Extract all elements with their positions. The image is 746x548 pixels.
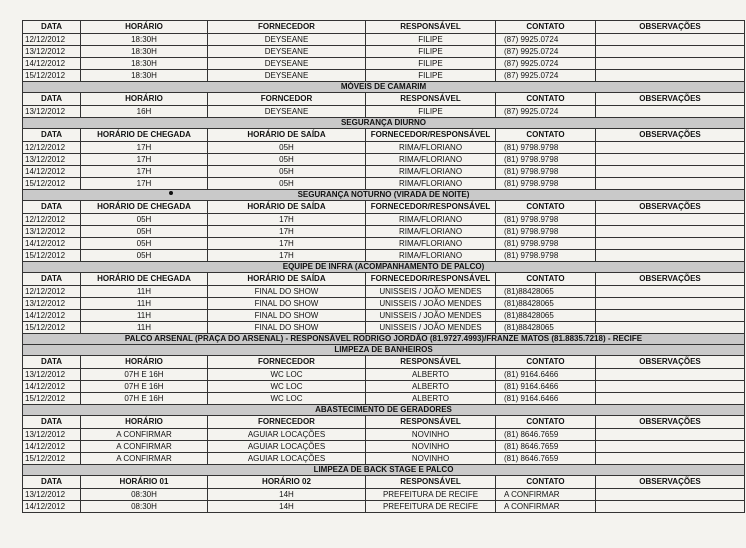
- table-cell: 07H E 16H: [81, 369, 208, 381]
- table-cell: 05H: [81, 214, 208, 226]
- table-cell: (81) 8646.7659: [496, 441, 596, 453]
- section-title-row: [23, 465, 745, 476]
- column-header: RESPONSÁVEL: [366, 356, 496, 369]
- table-row: [23, 34, 745, 46]
- table-cell: 05H: [208, 166, 366, 178]
- column-header: DATA: [23, 201, 81, 214]
- table-cell: 13/12/2012: [23, 106, 81, 118]
- table-cell: (87) 9925.0724: [496, 70, 596, 82]
- table-cell: (81) 9798.9798: [496, 142, 596, 154]
- column-header: FORNECEDOR/RESPONSÁVEL: [366, 129, 496, 142]
- column-header: DATA: [23, 356, 81, 369]
- table-cell: 05H: [208, 142, 366, 154]
- column-header: OBSERVAÇÕES: [596, 476, 745, 489]
- column-header: FORNECEDOR: [208, 356, 366, 369]
- section-title: LIMPEZA DE BANHEIROS: [23, 345, 745, 356]
- table-cell: [596, 501, 745, 513]
- table-cell: WC LOC: [208, 393, 366, 405]
- table-cell: RIMA/FLORIANO: [366, 178, 496, 190]
- table-cell: 17H: [81, 154, 208, 166]
- table-cell: [596, 142, 745, 154]
- table-cell: RIMA/FLORIANO: [366, 214, 496, 226]
- column-header: CONTATO: [496, 21, 596, 34]
- column-header: OBSERVAÇÕES: [596, 201, 745, 214]
- table-cell: 17H: [81, 178, 208, 190]
- column-header: HORÁRIO DE SAÍDA: [208, 273, 366, 286]
- table-cell: 15/12/2012: [23, 393, 81, 405]
- column-header: CONTATO: [496, 476, 596, 489]
- table-cell: 14/12/2012: [23, 310, 81, 322]
- table-cell: 11H: [81, 298, 208, 310]
- table-cell: AGUIAR LOCAÇÕES: [208, 453, 366, 465]
- table-cell: 13/12/2012: [23, 429, 81, 441]
- table-row: [23, 310, 745, 322]
- table-cell: [596, 70, 745, 82]
- table-cell: [596, 441, 745, 453]
- table-cell: 14/12/2012: [23, 441, 81, 453]
- table-cell: NOVINHO: [366, 453, 496, 465]
- table-cell: 17H: [208, 226, 366, 238]
- table-cell: FINAL DO SHOW: [208, 298, 366, 310]
- table-cell: A CONFIRMAR: [81, 453, 208, 465]
- column-header: HORÁRIO: [81, 416, 208, 429]
- table-cell: [596, 369, 745, 381]
- column-header: HORÁRIO DE SAÍDA: [208, 129, 366, 142]
- table-cell: [596, 322, 745, 334]
- column-header: FORNECEDOR: [208, 416, 366, 429]
- section-title-row: [23, 334, 745, 345]
- table-cell: 07H E 16H: [81, 393, 208, 405]
- section-title: PALCO ARSENAL (PRAÇA DO ARSENAL) - RESPONSÁVEL RODRIGO JORDÃO (81.9727.4993)/FRANZE MATOS (81.8835.7218) - RECIFE: [23, 334, 745, 345]
- column-header: DATA: [23, 21, 81, 34]
- table-row: [23, 154, 745, 166]
- table-cell: (81) 9798.9798: [496, 238, 596, 250]
- table-cell: 05H: [208, 178, 366, 190]
- table-cell: [596, 166, 745, 178]
- column-header: FORNECEDOR/RESPONSÁVEL: [366, 201, 496, 214]
- column-header: HORÁRIO: [81, 21, 208, 34]
- table-cell: 11H: [81, 286, 208, 298]
- table-cell: 07H E 16H: [81, 381, 208, 393]
- table-cell: [596, 58, 745, 70]
- table-cell: 17H: [208, 214, 366, 226]
- table-cell: UNISSEIS / JOÃO MENDES: [366, 286, 496, 298]
- section-title: ABASTECIMENTO DE GERADORES: [23, 405, 745, 416]
- column-header: DATA: [23, 476, 81, 489]
- table-cell: 14/12/2012: [23, 166, 81, 178]
- table-cell: (81) 9164.6466: [496, 393, 596, 405]
- table-cell: [596, 178, 745, 190]
- table-cell: 16H: [81, 106, 208, 118]
- table-cell: [596, 310, 745, 322]
- column-header: RESPONSÁVEL: [366, 416, 496, 429]
- column-header-row: [23, 21, 745, 34]
- column-header: FORNECEDOR/RESPONSÁVEL: [366, 273, 496, 286]
- column-header: HORÁRIO 01: [81, 476, 208, 489]
- table-row: [23, 369, 745, 381]
- table-row: [23, 58, 745, 70]
- column-header: HORÁRIO DE CHEGADA: [81, 273, 208, 286]
- table-cell: PREFEITURA DE RECIFE: [366, 501, 496, 513]
- table-cell: [596, 34, 745, 46]
- table-cell: 15/12/2012: [23, 453, 81, 465]
- column-header: DATA: [23, 93, 81, 106]
- table-cell: NOVINHO: [366, 429, 496, 441]
- table-cell: FILIPE: [366, 58, 496, 70]
- column-header: HORÁRIO DE SAÍDA: [208, 201, 366, 214]
- table-cell: (81) 8646.7659: [496, 429, 596, 441]
- table-cell: [596, 298, 745, 310]
- table-cell: [596, 250, 745, 262]
- table-cell: RIMA/FLORIANO: [366, 250, 496, 262]
- table-cell: [596, 154, 745, 166]
- table-cell: (81)88428065: [496, 310, 596, 322]
- table-cell: (81) 9798.9798: [496, 166, 596, 178]
- column-header: OBSERVAÇÕES: [596, 21, 745, 34]
- table-cell: 14/12/2012: [23, 58, 81, 70]
- table-cell: [596, 286, 745, 298]
- table-cell: (81) 9798.9798: [496, 226, 596, 238]
- column-header: OBSERVAÇÕES: [596, 416, 745, 429]
- table-cell: RIMA/FLORIANO: [366, 226, 496, 238]
- table-cell: [596, 106, 745, 118]
- table-cell: 12/12/2012: [23, 214, 81, 226]
- section-title-row: [23, 345, 745, 356]
- table-row: [23, 298, 745, 310]
- table-cell: 14H: [208, 501, 366, 513]
- column-header: HORÁRIO: [81, 93, 208, 106]
- table-cell: 13/12/2012: [23, 369, 81, 381]
- column-header: CONTATO: [496, 129, 596, 142]
- table-cell: 05H: [81, 226, 208, 238]
- column-header: OBSERVAÇÕES: [596, 93, 745, 106]
- ink-dot-mark: [169, 191, 173, 195]
- section-title-row: [23, 405, 745, 416]
- column-header: RESPONSÁVEL: [366, 21, 496, 34]
- table-row: [23, 46, 745, 58]
- table-cell: 13/12/2012: [23, 154, 81, 166]
- table-cell: 13/12/2012: [23, 489, 81, 501]
- section-title: LIMPEZA DE BACK STAGE E PALCO: [23, 465, 745, 476]
- column-header-row: [23, 129, 745, 142]
- table-cell: FINAL DO SHOW: [208, 322, 366, 334]
- column-header: DATA: [23, 416, 81, 429]
- table-cell: AGUIAR LOCAÇÕES: [208, 429, 366, 441]
- table-cell: [596, 393, 745, 405]
- table-cell: AGUIAR LOCAÇÕES: [208, 441, 366, 453]
- table-cell: 08:30H: [81, 501, 208, 513]
- table-row: [23, 501, 745, 513]
- table-cell: DEYSEANE: [208, 34, 366, 46]
- section-title: MÓVEIS DE CAMARIM: [23, 82, 745, 93]
- table-cell: RIMA/FLORIANO: [366, 142, 496, 154]
- table-cell: FILIPE: [366, 46, 496, 58]
- table-cell: 05H: [81, 238, 208, 250]
- table-cell: (81)88428065: [496, 286, 596, 298]
- column-header-row: [23, 356, 745, 369]
- table-cell: 18:30H: [81, 46, 208, 58]
- column-header: CONTATO: [496, 356, 596, 369]
- table-row: [23, 381, 745, 393]
- table-cell: DEYSEANE: [208, 46, 366, 58]
- section-title: SEGURANÇA NOTURNO (VIRADA DE NOITE): [23, 190, 745, 201]
- table-cell: [596, 489, 745, 501]
- table-cell: (87) 9925.0724: [496, 106, 596, 118]
- table-cell: ALBERTO: [366, 381, 496, 393]
- table-cell: 14/12/2012: [23, 381, 81, 393]
- table-cell: 17H: [81, 166, 208, 178]
- section-title-row: [23, 262, 745, 273]
- column-header-row: [23, 476, 745, 489]
- table-row: [23, 178, 745, 190]
- table-row: [23, 489, 745, 501]
- table-cell: (81) 9798.9798: [496, 178, 596, 190]
- schedule-table-body: [23, 21, 745, 513]
- table-row: [23, 250, 745, 262]
- table-cell: WC LOC: [208, 369, 366, 381]
- table-cell: 15/12/2012: [23, 178, 81, 190]
- table-cell: [596, 226, 745, 238]
- table-row: [23, 429, 745, 441]
- table-cell: (81)88428065: [496, 298, 596, 310]
- table-cell: 13/12/2012: [23, 46, 81, 58]
- table-row: [23, 322, 745, 334]
- table-cell: (81) 9798.9798: [496, 154, 596, 166]
- column-header: FORNECEDOR: [208, 21, 366, 34]
- table-cell: A CONFIRMAR: [81, 429, 208, 441]
- table-cell: A CONFIRMAR: [496, 501, 596, 513]
- column-header: FORNCEDOR: [208, 93, 366, 106]
- table-row: [23, 166, 745, 178]
- table-cell: 15/12/2012: [23, 322, 81, 334]
- table-cell: [596, 238, 745, 250]
- table-cell: 14H: [208, 489, 366, 501]
- table-cell: RIMA/FLORIANO: [366, 166, 496, 178]
- column-header: OBSERVAÇÕES: [596, 273, 745, 286]
- table-cell: 18:30H: [81, 70, 208, 82]
- table-cell: (81) 9798.9798: [496, 214, 596, 226]
- table-cell: 14/12/2012: [23, 238, 81, 250]
- table-cell: DEYSEANE: [208, 106, 366, 118]
- table-row: [23, 226, 745, 238]
- table-cell: 17H: [208, 250, 366, 262]
- table-cell: (81) 9798.9798: [496, 250, 596, 262]
- table-cell: (81) 9164.6466: [496, 369, 596, 381]
- table-cell: (87) 9925.0724: [496, 58, 596, 70]
- table-cell: FILIPE: [366, 34, 496, 46]
- table-cell: 12/12/2012: [23, 286, 81, 298]
- column-header: CONTATO: [496, 201, 596, 214]
- column-header: CONTATO: [496, 93, 596, 106]
- section-title-row: [23, 82, 745, 93]
- table-cell: (87) 9925.0724: [496, 34, 596, 46]
- table-cell: 18:30H: [81, 58, 208, 70]
- table-row: [23, 106, 745, 118]
- table-row: [23, 393, 745, 405]
- table-cell: DEYSEANE: [208, 70, 366, 82]
- column-header: HORÁRIO DE CHEGADA: [81, 129, 208, 142]
- table-cell: RIMA/FLORIANO: [366, 238, 496, 250]
- table-cell: [596, 46, 745, 58]
- table-cell: FILIPE: [366, 70, 496, 82]
- table-cell: 11H: [81, 310, 208, 322]
- table-cell: (81) 8646.7659: [496, 453, 596, 465]
- column-header-row: [23, 93, 745, 106]
- table-cell: ALBERTO: [366, 369, 496, 381]
- table-row: [23, 142, 745, 154]
- column-header: HORÁRIO DE CHEGADA: [81, 201, 208, 214]
- table-row: [23, 214, 745, 226]
- table-cell: 08:30H: [81, 489, 208, 501]
- table-cell: 17H: [208, 238, 366, 250]
- column-header: DATA: [23, 273, 81, 286]
- table-cell: [596, 453, 745, 465]
- table-cell: 15/12/2012: [23, 250, 81, 262]
- table-cell: 05H: [208, 154, 366, 166]
- table-cell: (81) 9164.6466: [496, 381, 596, 393]
- table-row: [23, 286, 745, 298]
- column-header: HORÁRIO: [81, 356, 208, 369]
- schedule-table: [22, 20, 745, 513]
- table-cell: (87) 9925.0724: [496, 46, 596, 58]
- table-cell: 13/12/2012: [23, 226, 81, 238]
- table-cell: [596, 381, 745, 393]
- section-title-row: [23, 190, 745, 201]
- column-header: CONTATO: [496, 416, 596, 429]
- column-header: HORÁRIO 02: [208, 476, 366, 489]
- column-header: RESPONSÁVEL: [366, 93, 496, 106]
- table-cell: 15/12/2012: [23, 70, 81, 82]
- table-cell: NOVINHO: [366, 441, 496, 453]
- table-cell: 05H: [81, 250, 208, 262]
- column-header: OBSERVAÇÕES: [596, 129, 745, 142]
- table-cell: DEYSEANE: [208, 58, 366, 70]
- table-cell: 18:30H: [81, 34, 208, 46]
- table-row: [23, 441, 745, 453]
- column-header: CONTATO: [496, 273, 596, 286]
- table-row: [23, 453, 745, 465]
- table-row: [23, 238, 745, 250]
- table-cell: 14/12/2012: [23, 501, 81, 513]
- column-header: OBSERVAÇÕES: [596, 356, 745, 369]
- column-header-row: [23, 201, 745, 214]
- table-cell: FILIPE: [366, 106, 496, 118]
- table-cell: (81)88428065: [496, 322, 596, 334]
- section-title: SEGURANÇA DIURNO: [23, 118, 745, 129]
- table-cell: RIMA/FLORIANO: [366, 154, 496, 166]
- column-header: DATA: [23, 129, 81, 142]
- table-cell: 11H: [81, 322, 208, 334]
- table-cell: 13/12/2012: [23, 298, 81, 310]
- table-cell: 12/12/2012: [23, 34, 81, 46]
- table-cell: UNISSEIS / JOÃO MENDES: [366, 310, 496, 322]
- column-header-row: [23, 273, 745, 286]
- table-row: [23, 70, 745, 82]
- column-header-row: [23, 416, 745, 429]
- table-cell: FINAL DO SHOW: [208, 286, 366, 298]
- section-title: EQUIPE DE INFRA (ACOMPANHAMENTO DE PALCO): [23, 262, 745, 273]
- table-cell: A CONFIRMAR: [81, 441, 208, 453]
- table-cell: WC LOC: [208, 381, 366, 393]
- table-cell: 17H: [81, 142, 208, 154]
- table-cell: 12/12/2012: [23, 142, 81, 154]
- table-cell: [596, 214, 745, 226]
- table-cell: PREFEITURA DE RECIFE: [366, 489, 496, 501]
- table-cell: UNISSEIS / JOÃO MENDES: [366, 322, 496, 334]
- table-cell: FINAL DO SHOW: [208, 310, 366, 322]
- schedule-sheet: [22, 20, 744, 513]
- section-title-row: [23, 118, 745, 129]
- table-cell: ALBERTO: [366, 393, 496, 405]
- column-header: RESPONSÁVEL: [366, 476, 496, 489]
- table-cell: [596, 429, 745, 441]
- table-cell: UNISSEIS / JOÃO MENDES: [366, 298, 496, 310]
- table-cell: A CONFIRMAR: [496, 489, 596, 501]
